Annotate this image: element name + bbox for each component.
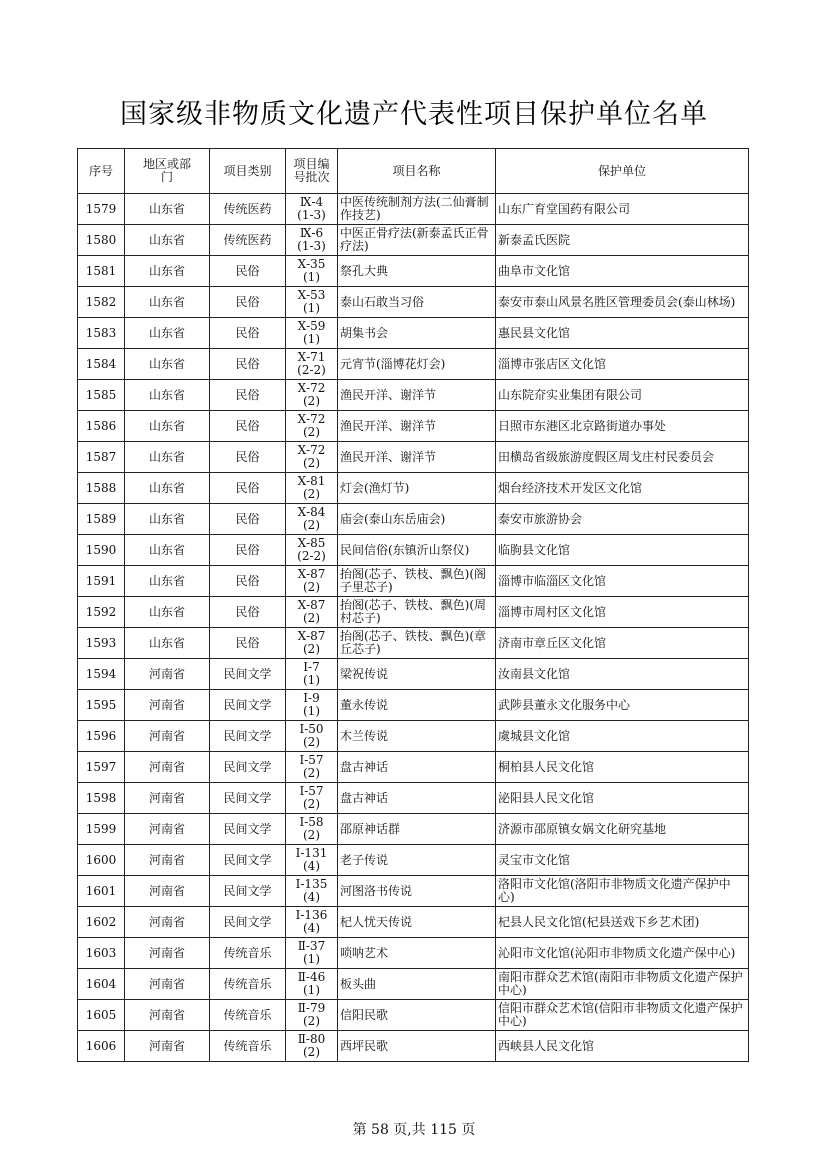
cell-category: 民间文学 (210, 659, 286, 690)
cell-category: 民间文学 (210, 845, 286, 876)
project-batch: (2) (303, 611, 320, 625)
cell-code (286, 690, 338, 721)
page-title: 国家级非物质文化遗产代表性项目保护单位名单 (120, 99, 708, 130)
cell-region: 河南省 (125, 659, 210, 690)
cell-project-name: 木兰传说 (338, 721, 496, 752)
project-batch: (4) (303, 921, 320, 935)
project-code: Ⅹ-87 (297, 567, 326, 581)
project-batch: (2) (303, 828, 320, 842)
cell-category: 民俗 (210, 256, 286, 287)
cell-category: 民俗 (210, 411, 286, 442)
project-batch: (1-3) (297, 239, 326, 253)
cell-project-name: 元宵节(淄博花灯会) (338, 349, 496, 380)
cell-code (286, 783, 338, 814)
project-batch: (2-2) (297, 363, 326, 377)
cell-region: 山东省 (125, 535, 210, 566)
project-code: Ⅹ-84 (297, 505, 326, 519)
cell-project-name: 抬阁(芯子、铁枝、飘色)(阁子里芯子) (338, 566, 496, 597)
cell-project-name: 泰山石敢当习俗 (338, 287, 496, 318)
cell-no: 1605 (78, 1000, 125, 1031)
cell-code (286, 225, 338, 256)
cell-project-name: 渔民开洋、谢洋节 (338, 411, 496, 442)
cell-category: 民间文学 (210, 690, 286, 721)
cell-category: 民俗 (210, 380, 286, 411)
cell-code (286, 442, 338, 473)
cell-region: 河南省 (125, 783, 210, 814)
cell-category: 传统音乐 (210, 938, 286, 969)
cell-region: 河南省 (125, 752, 210, 783)
cell-region: 山东省 (125, 287, 210, 318)
cell-category: 传统音乐 (210, 1000, 286, 1031)
project-code: Ⅱ-80 (297, 1032, 326, 1046)
cell-code (286, 845, 338, 876)
cell-category: 民俗 (210, 566, 286, 597)
cell-protection-unit: 西峡县人民文化馆 (496, 1031, 749, 1062)
cell-category: 传统音乐 (210, 1031, 286, 1062)
cell-region: 山东省 (125, 504, 210, 535)
cell-code (286, 721, 338, 752)
header-region: 地区或部门 (125, 149, 210, 194)
cell-project-name: 盘古神话 (338, 752, 496, 783)
project-batch: (2) (303, 456, 320, 470)
table-row (78, 628, 749, 659)
cell-category: 民俗 (210, 442, 286, 473)
cell-region: 河南省 (125, 814, 210, 845)
project-code: Ⅰ-50 (299, 722, 324, 736)
project-code: Ⅰ-7 (303, 660, 320, 674)
cell-category: 传统音乐 (210, 969, 286, 1000)
table-row (78, 225, 749, 256)
project-batch: (2) (303, 797, 320, 811)
cell-category: 民间文学 (210, 752, 286, 783)
project-batch: (2) (303, 642, 320, 656)
cell-protection-unit: 淄博市周村区文化馆 (496, 597, 749, 628)
project-code: Ⅰ-131 (295, 846, 328, 860)
cell-region: 山东省 (125, 597, 210, 628)
cell-no: 1595 (78, 690, 125, 721)
cell-project-name: 信阳民歌 (338, 1000, 496, 1031)
table-row (78, 256, 749, 287)
cell-category: 民俗 (210, 535, 286, 566)
table-row (78, 938, 749, 969)
cell-code (286, 938, 338, 969)
cell-protection-unit: 桐柏县人民文化馆 (496, 752, 749, 783)
table-row (78, 287, 749, 318)
cell-code (286, 1000, 338, 1031)
cell-protection-unit: 山东广育堂国药有限公司 (496, 194, 749, 225)
cell-no: 1581 (78, 256, 125, 287)
cell-protection-unit: 日照市东港区北京路街道办事处 (496, 411, 749, 442)
table-row (78, 907, 749, 938)
cell-protection-unit: 信阳市群众艺术馆(信阳市非物质文化遗产保护中心) (496, 1000, 749, 1031)
project-batch: (2) (303, 766, 320, 780)
cell-region: 山东省 (125, 380, 210, 411)
table-row (78, 969, 749, 1000)
project-code: Ⅰ-58 (299, 815, 324, 829)
header-code: 项目编号批次 (286, 149, 338, 194)
cell-protection-unit: 虞城县文化馆 (496, 721, 749, 752)
cell-no: 1606 (78, 1031, 125, 1062)
cell-category: 民间文学 (210, 814, 286, 845)
cell-region: 山东省 (125, 411, 210, 442)
cell-protection-unit: 山东院夼实业集团有限公司 (496, 380, 749, 411)
cell-project-name: 祭孔大典 (338, 256, 496, 287)
project-code: Ⅱ-37 (297, 939, 326, 953)
cell-no: 1589 (78, 504, 125, 535)
project-code: Ⅰ-135 (295, 877, 328, 891)
table-row (78, 473, 749, 504)
project-batch: (2) (303, 487, 320, 501)
cell-project-name: 盘古神话 (338, 783, 496, 814)
cell-protection-unit: 曲阜市文化馆 (496, 256, 749, 287)
table-row (78, 1000, 749, 1031)
cell-code (286, 380, 338, 411)
project-batch: (1) (303, 673, 320, 687)
cell-protection-unit: 沁阳市文化馆(沁阳市非物质文化遗产保中心) (496, 938, 749, 969)
cell-project-name: 老子传说 (338, 845, 496, 876)
cell-project-name: 梁祝传说 (338, 659, 496, 690)
heritage-table (77, 148, 749, 1062)
project-batch: (1) (303, 704, 320, 718)
project-code: Ⅹ-85 (297, 536, 326, 550)
cell-protection-unit: 临朐县文化馆 (496, 535, 749, 566)
cell-no: 1599 (78, 814, 125, 845)
cell-no: 1583 (78, 318, 125, 349)
project-code: Ⅹ-35 (297, 257, 326, 271)
cell-category: 民俗 (210, 628, 286, 659)
cell-category: 民俗 (210, 287, 286, 318)
cell-region: 山东省 (125, 442, 210, 473)
cell-project-name: 邵原神话群 (338, 814, 496, 845)
cell-project-name: 渔民开洋、谢洋节 (338, 380, 496, 411)
cell-category: 民俗 (210, 504, 286, 535)
project-batch: (2) (303, 1045, 320, 1059)
table-row (78, 411, 749, 442)
cell-region: 山东省 (125, 194, 210, 225)
cell-project-name: 庙会(泰山东岳庙会) (338, 504, 496, 535)
cell-category: 民俗 (210, 473, 286, 504)
header-category: 项目类别 (210, 149, 286, 194)
project-code: Ⅹ-72 (297, 412, 326, 426)
cell-protection-unit: 南阳市群众艺术馆(南阳市非物质文化遗产保护中心) (496, 969, 749, 1000)
cell-project-name: 抬阁(芯子、铁枝、飘色)(周村芯子) (338, 597, 496, 628)
cell-code (286, 287, 338, 318)
cell-no: 1586 (78, 411, 125, 442)
cell-category: 民俗 (210, 597, 286, 628)
cell-project-name: 胡集书会 (338, 318, 496, 349)
cell-no: 1604 (78, 969, 125, 1000)
cell-region: 河南省 (125, 1031, 210, 1062)
cell-category: 传统医药 (210, 225, 286, 256)
project-batch: (2) (303, 1014, 320, 1028)
project-code: Ⅹ-81 (297, 474, 326, 488)
table-row (78, 597, 749, 628)
cell-region: 河南省 (125, 876, 210, 907)
cell-no: 1584 (78, 349, 125, 380)
cell-protection-unit: 惠民县文化馆 (496, 318, 749, 349)
cell-project-name: 唢呐艺术 (338, 938, 496, 969)
table-row (78, 752, 749, 783)
table-row (78, 566, 749, 597)
cell-code (286, 194, 338, 225)
cell-code (286, 256, 338, 287)
cell-protection-unit: 泰安市泰山风景名胜区管理委员会(泰山林场) (496, 287, 749, 318)
cell-category: 民间文学 (210, 876, 286, 907)
project-code: Ⅹ-71 (297, 350, 326, 364)
cell-no: 1592 (78, 597, 125, 628)
cell-protection-unit: 新泰孟氏医院 (496, 225, 749, 256)
cell-code (286, 504, 338, 535)
cell-no: 1598 (78, 783, 125, 814)
cell-no: 1602 (78, 907, 125, 938)
cell-region: 河南省 (125, 1000, 210, 1031)
cell-no: 1593 (78, 628, 125, 659)
project-code: Ⅰ-57 (299, 784, 324, 798)
project-batch: (2) (303, 735, 320, 749)
project-batch: (2) (303, 518, 320, 532)
header-unit: 保护单位 (496, 149, 749, 194)
cell-protection-unit: 泌阳县人民文化馆 (496, 783, 749, 814)
project-batch: (4) (303, 890, 320, 904)
cell-no: 1579 (78, 194, 125, 225)
cell-project-name: 中医传统制剂方法(二仙膏制作技艺) (338, 194, 496, 225)
project-code: Ⅱ-79 (297, 1001, 326, 1015)
cell-code (286, 628, 338, 659)
table-row (78, 659, 749, 690)
cell-code (286, 349, 338, 380)
cell-category: 民俗 (210, 349, 286, 380)
cell-code (286, 318, 338, 349)
page-footer: 第 58 页,共 115 页 (352, 1122, 476, 1138)
cell-no: 1580 (78, 225, 125, 256)
cell-no: 1597 (78, 752, 125, 783)
cell-protection-unit: 洛阳市文化馆(洛阳市非物质文化遗产保护中心) (496, 876, 749, 907)
cell-region: 河南省 (125, 845, 210, 876)
cell-code (286, 1031, 338, 1062)
cell-region: 山东省 (125, 566, 210, 597)
cell-protection-unit: 田横岛省级旅游度假区周戈庄村民委员会 (496, 442, 749, 473)
cell-code (286, 814, 338, 845)
cell-no: 1582 (78, 287, 125, 318)
cell-protection-unit: 烟台经济技术开发区文化馆 (496, 473, 749, 504)
project-batch: (2) (303, 580, 320, 594)
cell-region: 河南省 (125, 690, 210, 721)
cell-region: 山东省 (125, 318, 210, 349)
cell-no: 1603 (78, 938, 125, 969)
table-row (78, 690, 749, 721)
cell-region: 山东省 (125, 225, 210, 256)
table-row (78, 876, 749, 907)
table-header-row (78, 149, 749, 194)
project-code: Ⅱ-46 (297, 970, 326, 984)
cell-protection-unit: 灵宝市文化馆 (496, 845, 749, 876)
project-code: Ⅹ-87 (297, 598, 326, 612)
project-batch: (1-3) (297, 208, 326, 222)
project-code: Ⅰ-136 (295, 908, 328, 922)
cell-protection-unit: 淄博市张店区文化馆 (496, 349, 749, 380)
cell-code (286, 566, 338, 597)
header-no: 序号 (78, 149, 125, 194)
table-row (78, 504, 749, 535)
cell-region: 河南省 (125, 721, 210, 752)
cell-project-name: 渔民开洋、谢洋节 (338, 442, 496, 473)
project-batch: (2-2) (297, 549, 326, 563)
cell-no: 1596 (78, 721, 125, 752)
project-batch: (1) (303, 332, 320, 346)
table-row (78, 783, 749, 814)
cell-project-name: 河图洛书传说 (338, 876, 496, 907)
cell-protection-unit: 武陟县董永文化服务中心 (496, 690, 749, 721)
cell-project-name: 董永传说 (338, 690, 496, 721)
project-code: Ⅹ-87 (297, 629, 326, 643)
cell-region: 河南省 (125, 969, 210, 1000)
cell-no: 1601 (78, 876, 125, 907)
cell-no: 1588 (78, 473, 125, 504)
cell-no: 1587 (78, 442, 125, 473)
project-code: Ⅹ-72 (297, 443, 326, 457)
table-row (78, 721, 749, 752)
project-code: Ⅹ-59 (297, 319, 326, 333)
cell-code (286, 659, 338, 690)
table-row (78, 845, 749, 876)
cell-region: 河南省 (125, 938, 210, 969)
header-name: 项目名称 (338, 149, 496, 194)
cell-category: 民间文学 (210, 721, 286, 752)
cell-no: 1594 (78, 659, 125, 690)
cell-category: 民俗 (210, 318, 286, 349)
cell-project-name: 抬阁(芯子、铁枝、飘色)(章丘芯子) (338, 628, 496, 659)
cell-project-name: 灯会(渔灯节) (338, 473, 496, 504)
cell-region: 山东省 (125, 473, 210, 504)
cell-region: 山东省 (125, 349, 210, 380)
cell-code (286, 535, 338, 566)
project-batch: (1) (303, 983, 320, 997)
cell-code (286, 411, 338, 442)
cell-no: 1590 (78, 535, 125, 566)
cell-category: 民间文学 (210, 907, 286, 938)
cell-protection-unit: 汝南县文化馆 (496, 659, 749, 690)
project-code: Ⅹ-53 (297, 288, 326, 302)
cell-project-name: 板头曲 (338, 969, 496, 1000)
cell-protection-unit: 济源市邵原镇女娲文化研究基地 (496, 814, 749, 845)
cell-protection-unit: 杞县人民文化馆(杞县送戏下乡艺术团) (496, 907, 749, 938)
cell-project-name: 西坪民歌 (338, 1031, 496, 1062)
table-row (78, 318, 749, 349)
project-batch: (2) (303, 394, 320, 408)
cell-category: 传统医药 (210, 194, 286, 225)
project-code: Ⅸ-4 (299, 195, 324, 209)
cell-code (286, 752, 338, 783)
project-code: Ⅹ-72 (297, 381, 326, 395)
project-code: Ⅰ-9 (303, 691, 320, 705)
table-row (78, 814, 749, 845)
cell-region: 山东省 (125, 256, 210, 287)
cell-category: 民间文学 (210, 783, 286, 814)
cell-no: 1591 (78, 566, 125, 597)
project-batch: (1) (303, 270, 320, 284)
cell-protection-unit: 泰安市旅游协会 (496, 504, 749, 535)
table-row (78, 380, 749, 411)
table-body (78, 194, 749, 1062)
table-row (78, 535, 749, 566)
table-row (78, 194, 749, 225)
project-batch: (4) (303, 859, 320, 873)
cell-project-name: 中医正骨疗法(新泰孟氏正骨疗法) (338, 225, 496, 256)
table-row (78, 442, 749, 473)
cell-project-name: 杞人忧天传说 (338, 907, 496, 938)
cell-code (286, 876, 338, 907)
cell-code (286, 907, 338, 938)
cell-code (286, 473, 338, 504)
cell-region: 山东省 (125, 628, 210, 659)
table-row (78, 1031, 749, 1062)
cell-region: 河南省 (125, 907, 210, 938)
project-batch: (1) (303, 301, 320, 315)
cell-protection-unit: 淄博市临淄区文化馆 (496, 566, 749, 597)
table-row (78, 349, 749, 380)
cell-code (286, 969, 338, 1000)
project-batch: (2) (303, 425, 320, 439)
cell-code (286, 597, 338, 628)
cell-project-name: 民间信俗(东镇沂山祭仪) (338, 535, 496, 566)
cell-no: 1585 (78, 380, 125, 411)
project-code: Ⅸ-6 (299, 226, 324, 240)
project-code: Ⅰ-57 (299, 753, 324, 767)
cell-protection-unit: 济南市章丘区文化馆 (496, 628, 749, 659)
cell-no: 1600 (78, 845, 125, 876)
project-batch: (1) (303, 952, 320, 966)
